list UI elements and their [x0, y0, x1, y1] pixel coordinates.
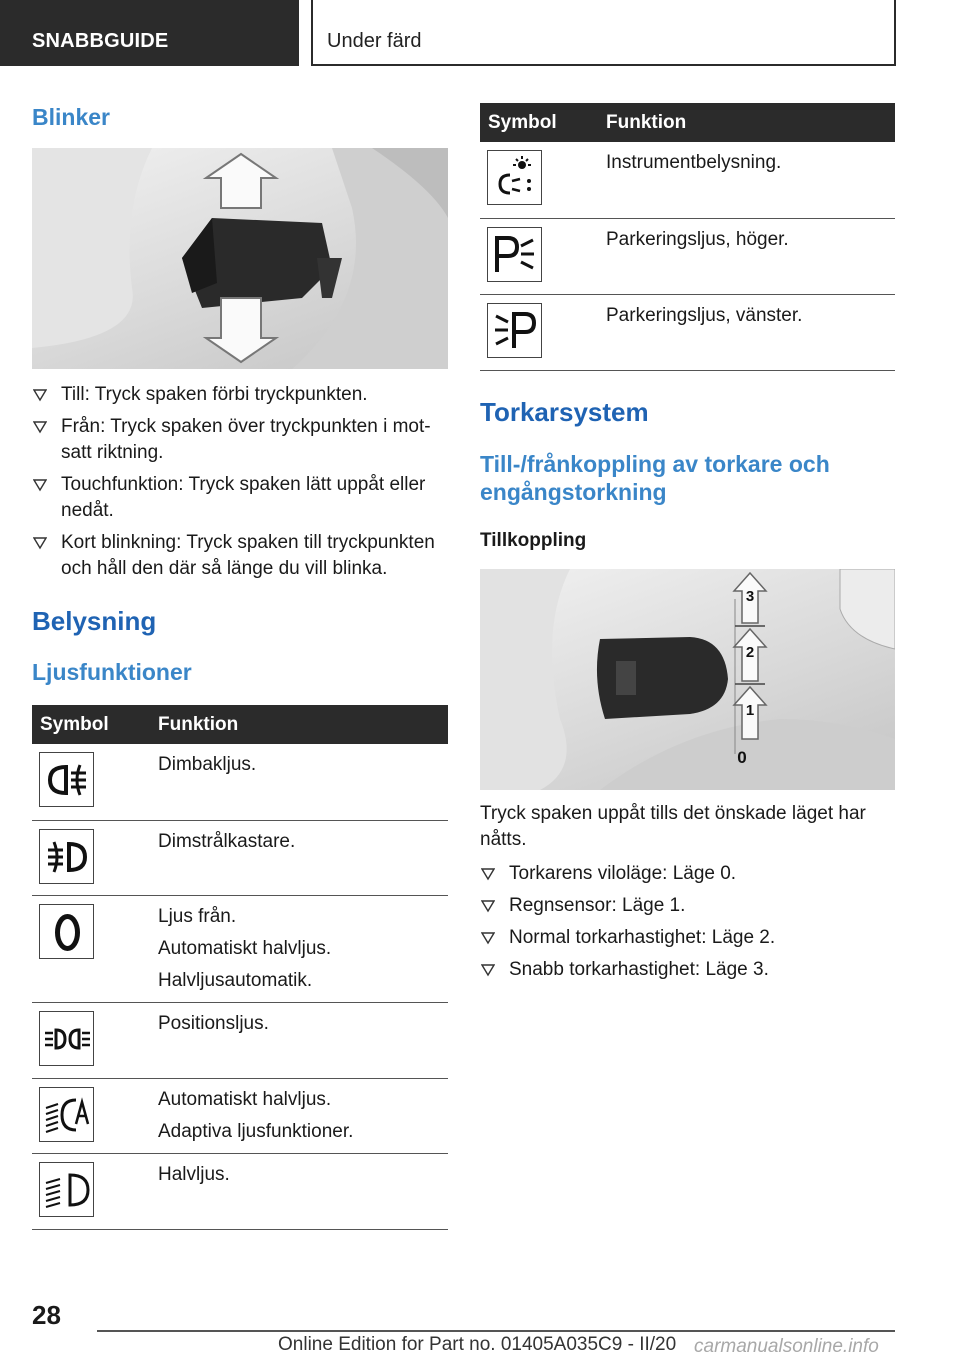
table-row: Halvljus.	[32, 1153, 448, 1229]
triangle-bullet-icon	[33, 420, 47, 434]
list-item: Till: Tryck spaken förbi tryckpunkten.	[32, 382, 448, 408]
parking-light-right-icon	[487, 227, 542, 282]
low-beam-icon	[39, 1162, 94, 1217]
light-functions-table	[32, 705, 448, 1230]
wiper-position-label: 0	[737, 747, 747, 767]
triangle-bullet-icon	[33, 478, 47, 492]
table-row: Parkeringsljus, vänster.	[480, 294, 895, 370]
turn-signal-lever-illustration	[32, 148, 448, 369]
left-column	[32, 100, 448, 1230]
column-header-symbol: Symbol	[480, 103, 602, 142]
parking-lights-icon	[39, 1011, 94, 1066]
instrument-lighting-icon	[487, 150, 542, 205]
wiper-lever-illustration	[480, 569, 895, 790]
list-item: Från: Tryck spaken över tryckpunkten i mot-satt riktning.	[32, 414, 448, 466]
blinker-heading: Blinker	[32, 104, 110, 130]
table-row: Dimstrålkastare.	[32, 820, 448, 895]
right-column	[480, 103, 895, 989]
light-functions-table-continued	[480, 103, 895, 371]
list-item: Touchfunktion: Tryck spaken lätt uppåt eller nedåt.	[32, 472, 448, 524]
wiper-lever-photo	[480, 569, 895, 790]
table-row: Instrumentbelysning.	[480, 142, 895, 218]
wiper-position-label: 1	[745, 701, 755, 719]
column-header-symbol: Symbol	[32, 705, 154, 744]
wiper-subheading: Till-/frånkoppling av torkare och engångstorkning	[480, 450, 830, 505]
triangle-bullet-icon	[481, 931, 495, 945]
page-number: 28	[32, 1300, 61, 1330]
column-header-function: Funktion	[602, 103, 895, 142]
table-row: Automatiskt halvljus. Adaptiva ljusfunktioner.	[32, 1078, 448, 1153]
table-row: Dimbakljus.	[32, 744, 448, 820]
watermark: carmanualsonline.info	[694, 1336, 879, 1357]
column-header-function: Funktion	[154, 705, 448, 744]
wiper-position-label: 3	[745, 587, 755, 605]
table-row: Parkeringsljus, höger.	[480, 218, 895, 294]
section-tab: SNABBGUIDE	[0, 0, 299, 66]
tillkoppling-heading: Tillkoppling	[480, 529, 587, 551]
torkarsystem-heading: Torkarsystem	[480, 396, 649, 427]
list-item: Snabb torkarhastighet: Läge 3.	[480, 957, 895, 983]
parking-light-left-icon	[487, 303, 542, 358]
lights-off-icon	[39, 904, 94, 959]
triangle-bullet-icon	[481, 963, 495, 977]
list-item: Regnsensor: Läge 1.	[480, 893, 895, 919]
fog-rear-light-icon	[39, 752, 94, 807]
chapter-title: Under färd	[311, 0, 896, 66]
page-header	[0, 0, 960, 66]
fog-headlight-icon	[39, 829, 94, 884]
triangle-bullet-icon	[481, 867, 495, 881]
wiper-intro-text: Tryck spaken uppåt tills det önskade läget har nåtts.	[480, 802, 866, 850]
list-item: Torkarens viloläge: Läge 0.	[480, 861, 895, 887]
triangle-bullet-icon	[33, 536, 47, 550]
triangle-bullet-icon	[481, 899, 495, 913]
footer-edition-text: Online Edition for Part no. 01405A035C9 - II/20	[278, 1334, 677, 1355]
blinker-list	[32, 382, 448, 582]
table-row: Ljus från. Automatiskt halvljus. Halvljusautomatik.	[32, 895, 448, 1002]
turn-signal-lever-photo	[32, 148, 448, 369]
belysning-heading: Belysning	[32, 606, 157, 636]
ljusfunktioner-heading: Ljusfunktioner	[32, 659, 192, 685]
list-item: Kort blinkning: Tryck spaken till tryckpunkten och håll den där så länge du vill blinka.	[32, 530, 448, 582]
wiper-positions-list	[480, 861, 895, 983]
table-row: Positionsljus.	[32, 1002, 448, 1078]
footer-divider	[97, 1330, 895, 1332]
wiper-position-label: 2	[745, 643, 755, 661]
triangle-bullet-icon	[33, 388, 47, 402]
list-item: Normal torkarhastighet: Läge 2.	[480, 925, 895, 951]
auto-headlight-icon	[39, 1087, 94, 1142]
